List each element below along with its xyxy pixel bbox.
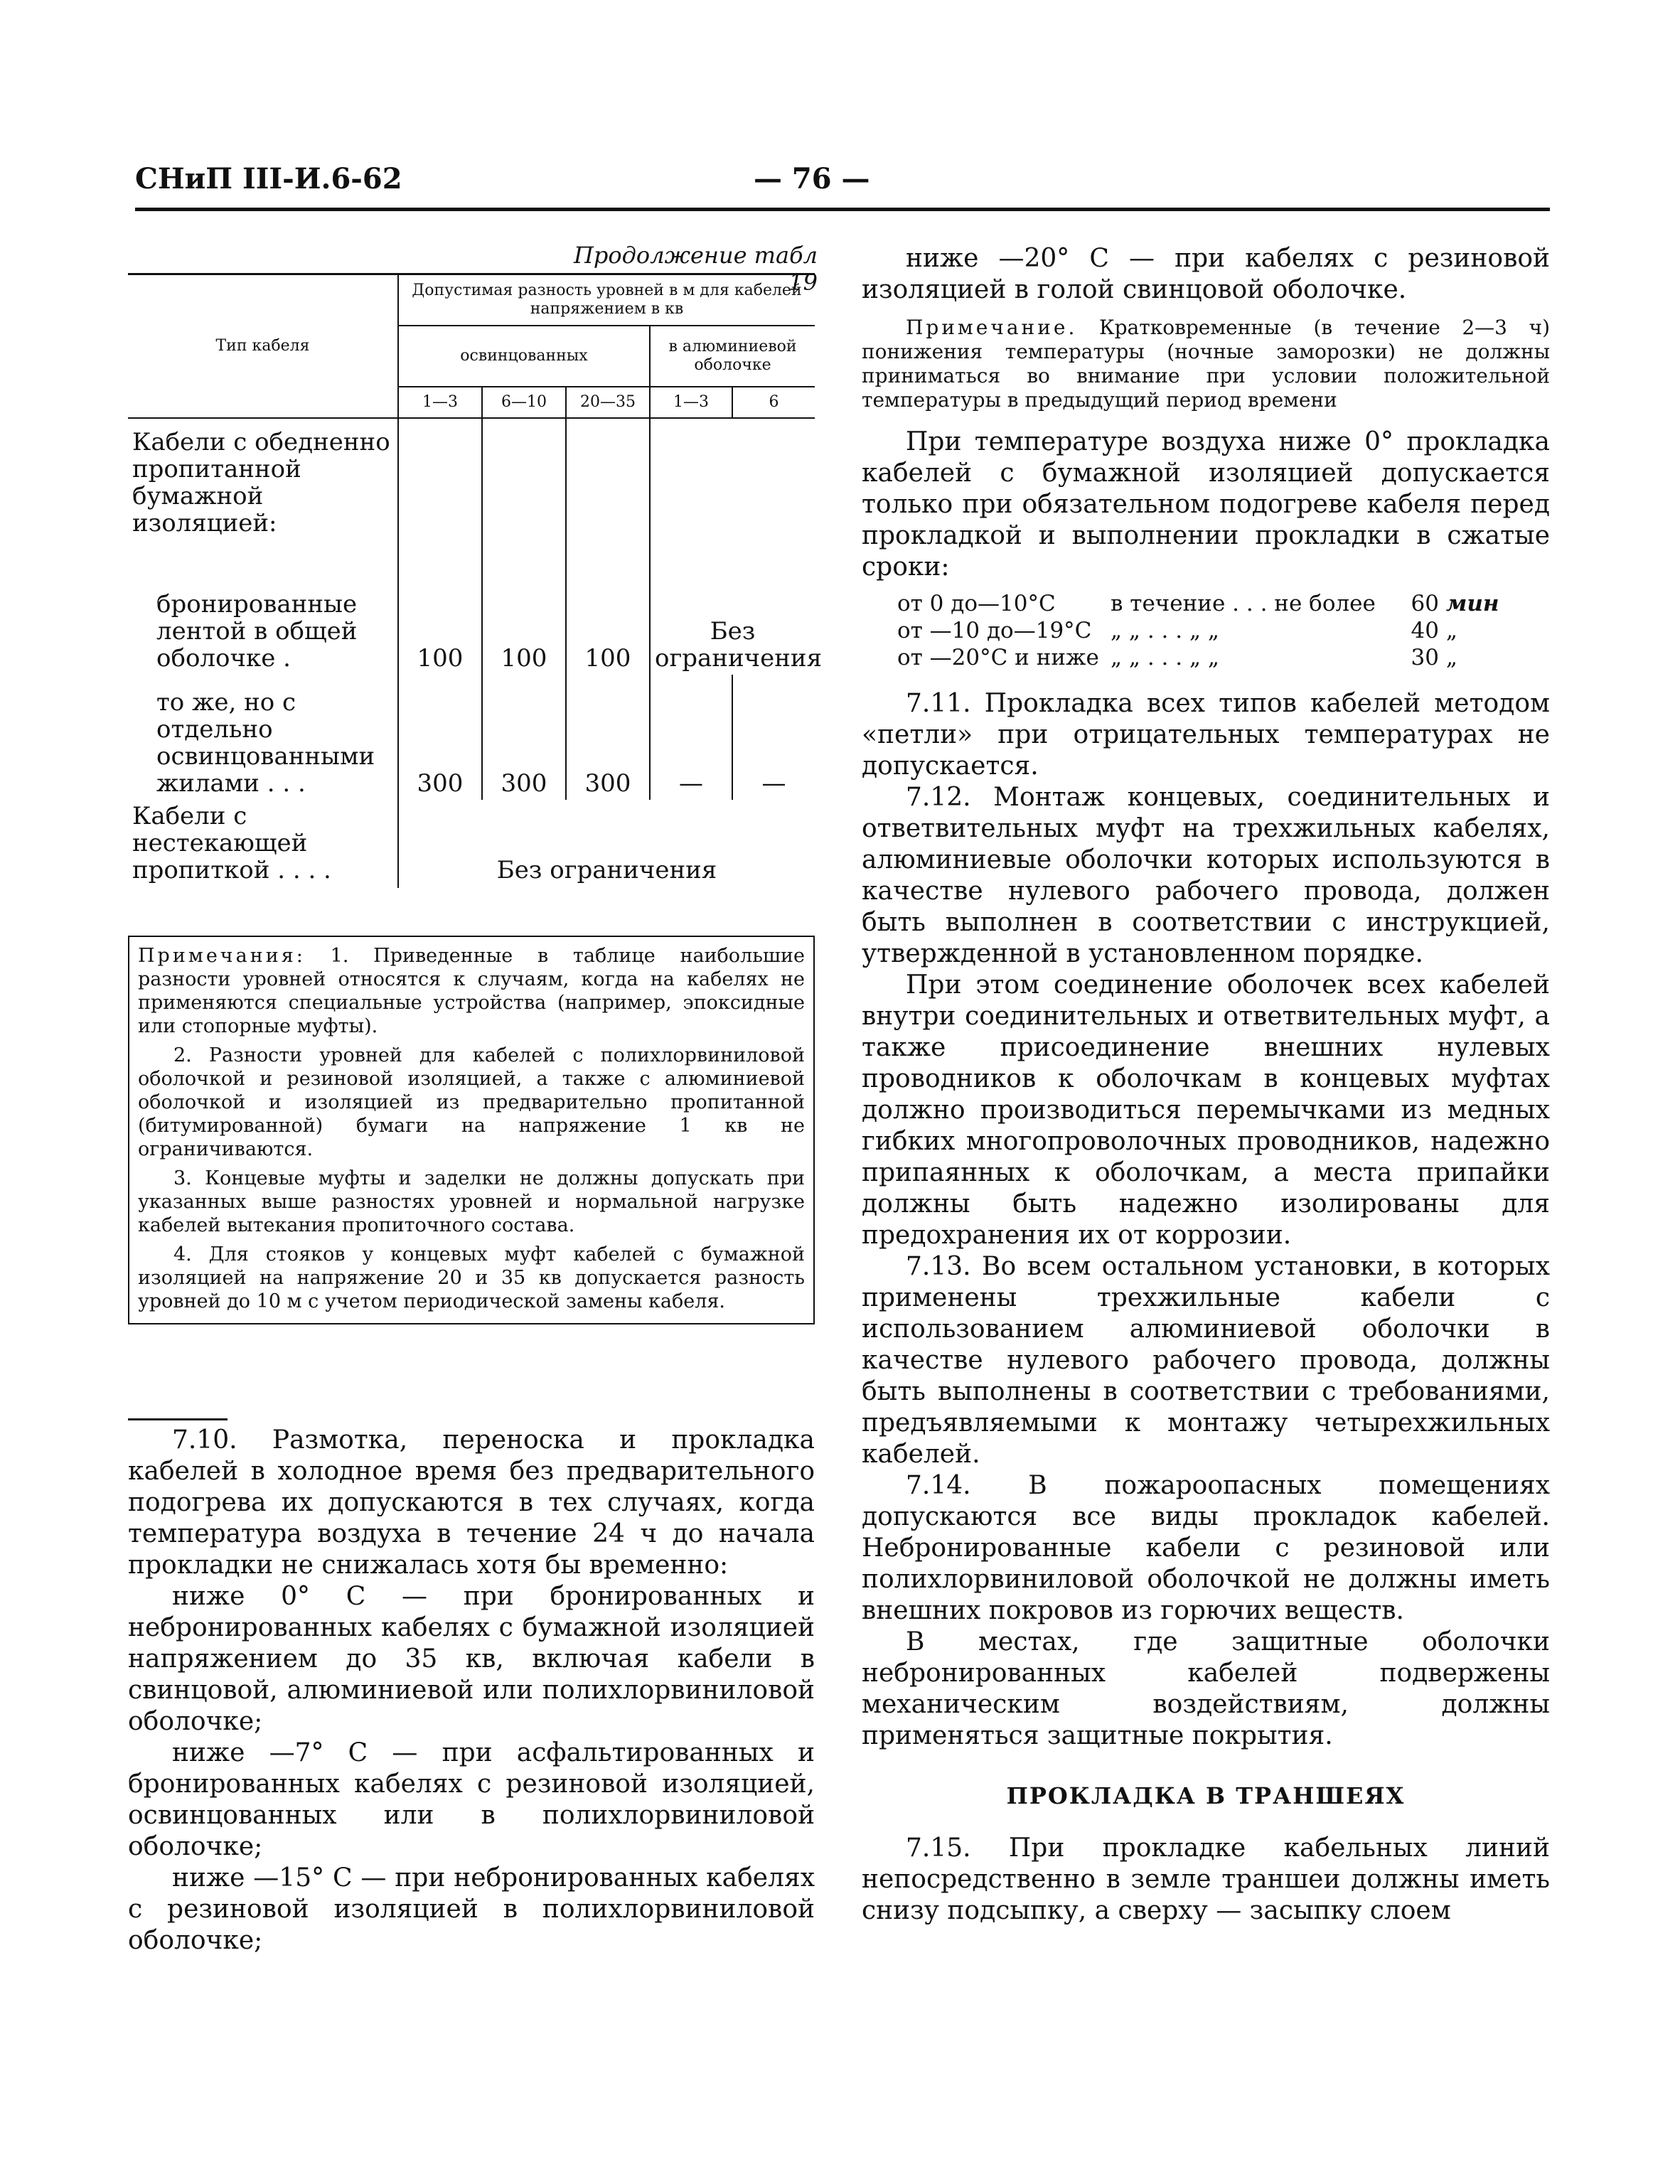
cell-value: 300 xyxy=(482,675,566,800)
row-label-impregnated: Кабели с обедненно пропитанной бумажной изоляцией: xyxy=(132,428,390,537)
cell-no-limit: Без ограничения xyxy=(398,800,815,888)
paragraph-7-14: 7.14. В пожароопасных помещениях допускаются все виды прокладок кабелей. Небронированные кабели с резиновой или полихлорвиниловой оболочкой не должны иметь внешних покровов из горючих веществ. xyxy=(862,1471,1550,1625)
cell-value: — xyxy=(732,675,815,800)
table-caption: Продолжение табл 19 xyxy=(573,242,818,296)
header-voltage-3: 20—35 xyxy=(566,387,650,418)
cell-value: 100 xyxy=(482,540,566,675)
notes-heading: Примечания: xyxy=(138,945,306,967)
cell-value: — xyxy=(650,675,732,800)
note-text: Кратковременные (в течение 2—3 ч) понижения температуры (ночные заморозки) не должны приниматься во внимание при условии положительной температуры в предыдущий период времени xyxy=(862,316,1551,412)
header-lead-sheathed: освинцованных xyxy=(398,326,650,387)
table-row xyxy=(128,675,815,800)
header-cable-type: Тип кабеля xyxy=(128,274,398,419)
note-4: 4. Для стояков у концевых муфт кабелей с бумажной изоляцией на напряжение 20 и 35 кв допускается разность уровней до 10 м с учетом периодической замены кабеля. xyxy=(138,1243,805,1312)
header-voltage-1: 1—3 xyxy=(398,387,482,418)
document-code: СНиП III-И.6-62 xyxy=(135,162,402,196)
heating-time-table xyxy=(897,590,1550,671)
page-number: — 76 — xyxy=(754,162,870,196)
note-2: 2. Разности уровней для кабелей с полихлорвиниловой оболочкой и резиновой изоляцией, а также с алюминиевой оболочкой и изоляцией из предварительно пропитанной (битумированной) бумаги на напряжение 1 кв не ограничиваются. xyxy=(138,1044,805,1160)
section-heading: ПРОКЛАДКА В ТРАНШЕЯХ xyxy=(1006,1782,1406,1809)
table-notes xyxy=(128,936,815,1324)
list-item: от —10 до—19°С „ „ . . . „ „ 40 „ xyxy=(897,618,1457,643)
temp-item: ниже —7° С — при асфальтированных и бронированных кабелях с резиновой изоляцией, освинцованных или в полихлорвиниловой оболочке; xyxy=(128,1738,815,1861)
table-19 xyxy=(128,273,823,888)
note-heading: Примечание. xyxy=(906,316,1078,339)
temp-item: ниже —20° С — при кабелях с резиновой изоляцией в голой свинцовой оболочке. xyxy=(862,244,1550,304)
list-item: от —20°С и ниже „ „ . . . „ „ 30 „ xyxy=(897,645,1457,670)
paragraph-7-12: 7.12. Монтаж концевых, соединительных и ответвительных муфт на трехжильных кабелях, алюминиевые оболочки которых используются в качестве нулевого рабочего провода, должен быть выполнен в соответствии с инструкцией, утвержденной в установленном порядке. xyxy=(862,783,1550,968)
header-voltage-2: 6—10 xyxy=(482,387,566,418)
table-end-rule xyxy=(128,1418,228,1420)
paragraph-7-10: 7.10. Размотка, переноска и прокладка кабелей в холодное время без предварительного подогрева их допускаются в тех случаях, когда температура воздуха в течение 24 ч до начала прокладки не снижалась хотя бы временно: xyxy=(128,1425,815,1580)
row-label-non-draining: Кабели с нестекающей пропиткой . . . . xyxy=(132,802,331,884)
row-label-armoured: бронированные лентой в общей оболочке . xyxy=(156,590,358,673)
row-label-separately-sheathed: то же, но с отдельно освинцованными жилами . . . xyxy=(156,688,375,798)
cell-value: 100 xyxy=(566,540,650,675)
cell-value: 300 xyxy=(398,675,482,800)
paragraph-7-12-cont: При этом соединение оболочек всех кабелей внутри соединительных и ответвительных муфт, а также присоединение внешних нулевых проводников к оболочкам в концевых муфтах должно производиться перемычками из медных гибких многопроволочных проводников, надежно припаянных к оболочкам, а места припайки должны быть надежно изолированы для предохранения их от коррозии. xyxy=(862,970,1550,1250)
header-aluminium: в алюминиевой оболочке xyxy=(650,326,815,387)
temp-item: ниже 0° С — при бронированных и небронированных кабелях с бумажной изоляцией напряжением до 35 кв, включая кабели в свинцовой, алюминиевой или полихлорвиниловой оболочке; xyxy=(128,1582,815,1736)
paragraph-7-14-cont: В местах, где защитные оболочки небронированных кабелей подвержены механическим воздействиям, должны применяться защитные покрытия. xyxy=(862,1627,1550,1750)
note-3: 3. Концевые муфты и заделки не должны допускать при указанных выше разностях уровней и нормальной нагрузке кабелей вытекания пропиточного состава. xyxy=(138,1167,805,1236)
list-item: от 0 до—10°С в течение . . . не более 60 мин xyxy=(897,591,1499,616)
header-voltage-5: 6 xyxy=(732,387,815,418)
paragraph-7-11: 7.11. Прокладка всех типов кабелей методом «петли» при отрицательных температурах не допускается. xyxy=(862,689,1550,781)
cell-no-limit: Без ограничения xyxy=(650,540,815,675)
paragraph-heating: При температуре воздуха ниже 0° прокладка кабелей с бумажной изоляцией допускается только при обязательном подогреве кабеля перед прокладкой и выполнении прокладки в сжатые сроки: xyxy=(862,427,1550,582)
header-rule xyxy=(135,208,1550,211)
table-row xyxy=(128,800,815,888)
left-column xyxy=(128,1425,815,1956)
table-row xyxy=(128,418,815,540)
cell-value: 100 xyxy=(398,540,482,675)
right-column xyxy=(862,243,1550,1927)
note-1: 1. Приведенные в таблице наибольшие разности уровней относятся к случаям, когда на кабелях не применяются специальные устройства (например, эпоксидные или стопорные муфты). xyxy=(138,945,805,1037)
header-voltage-4: 1—3 xyxy=(650,387,732,418)
cell-value: 300 xyxy=(566,675,650,800)
table-row xyxy=(128,540,815,675)
paragraph-7-15: 7.15. При прокладке кабельных линий непосредственно в земле траншеи должны иметь снизу подсыпку, а сверху — засыпку слоем xyxy=(862,1834,1550,1925)
temp-item: ниже —15° С — при небронированных кабелях с резиновой изоляцией в полихлорвиниловой оболочке; xyxy=(128,1863,815,1955)
header-level-difference: Допустимая разность уровней в м для кабелей напряжением в кв xyxy=(398,274,815,326)
paragraph-7-13: 7.13. Во всем остальном установки, в которых применены трехжильные кабели с использованием алюминиевой оболочки в качестве нулевого рабочего провода, должны быть выполнены в соответствии с требованиями, предъявляемыми к монтажу четырехжильных кабелей. xyxy=(862,1252,1550,1469)
